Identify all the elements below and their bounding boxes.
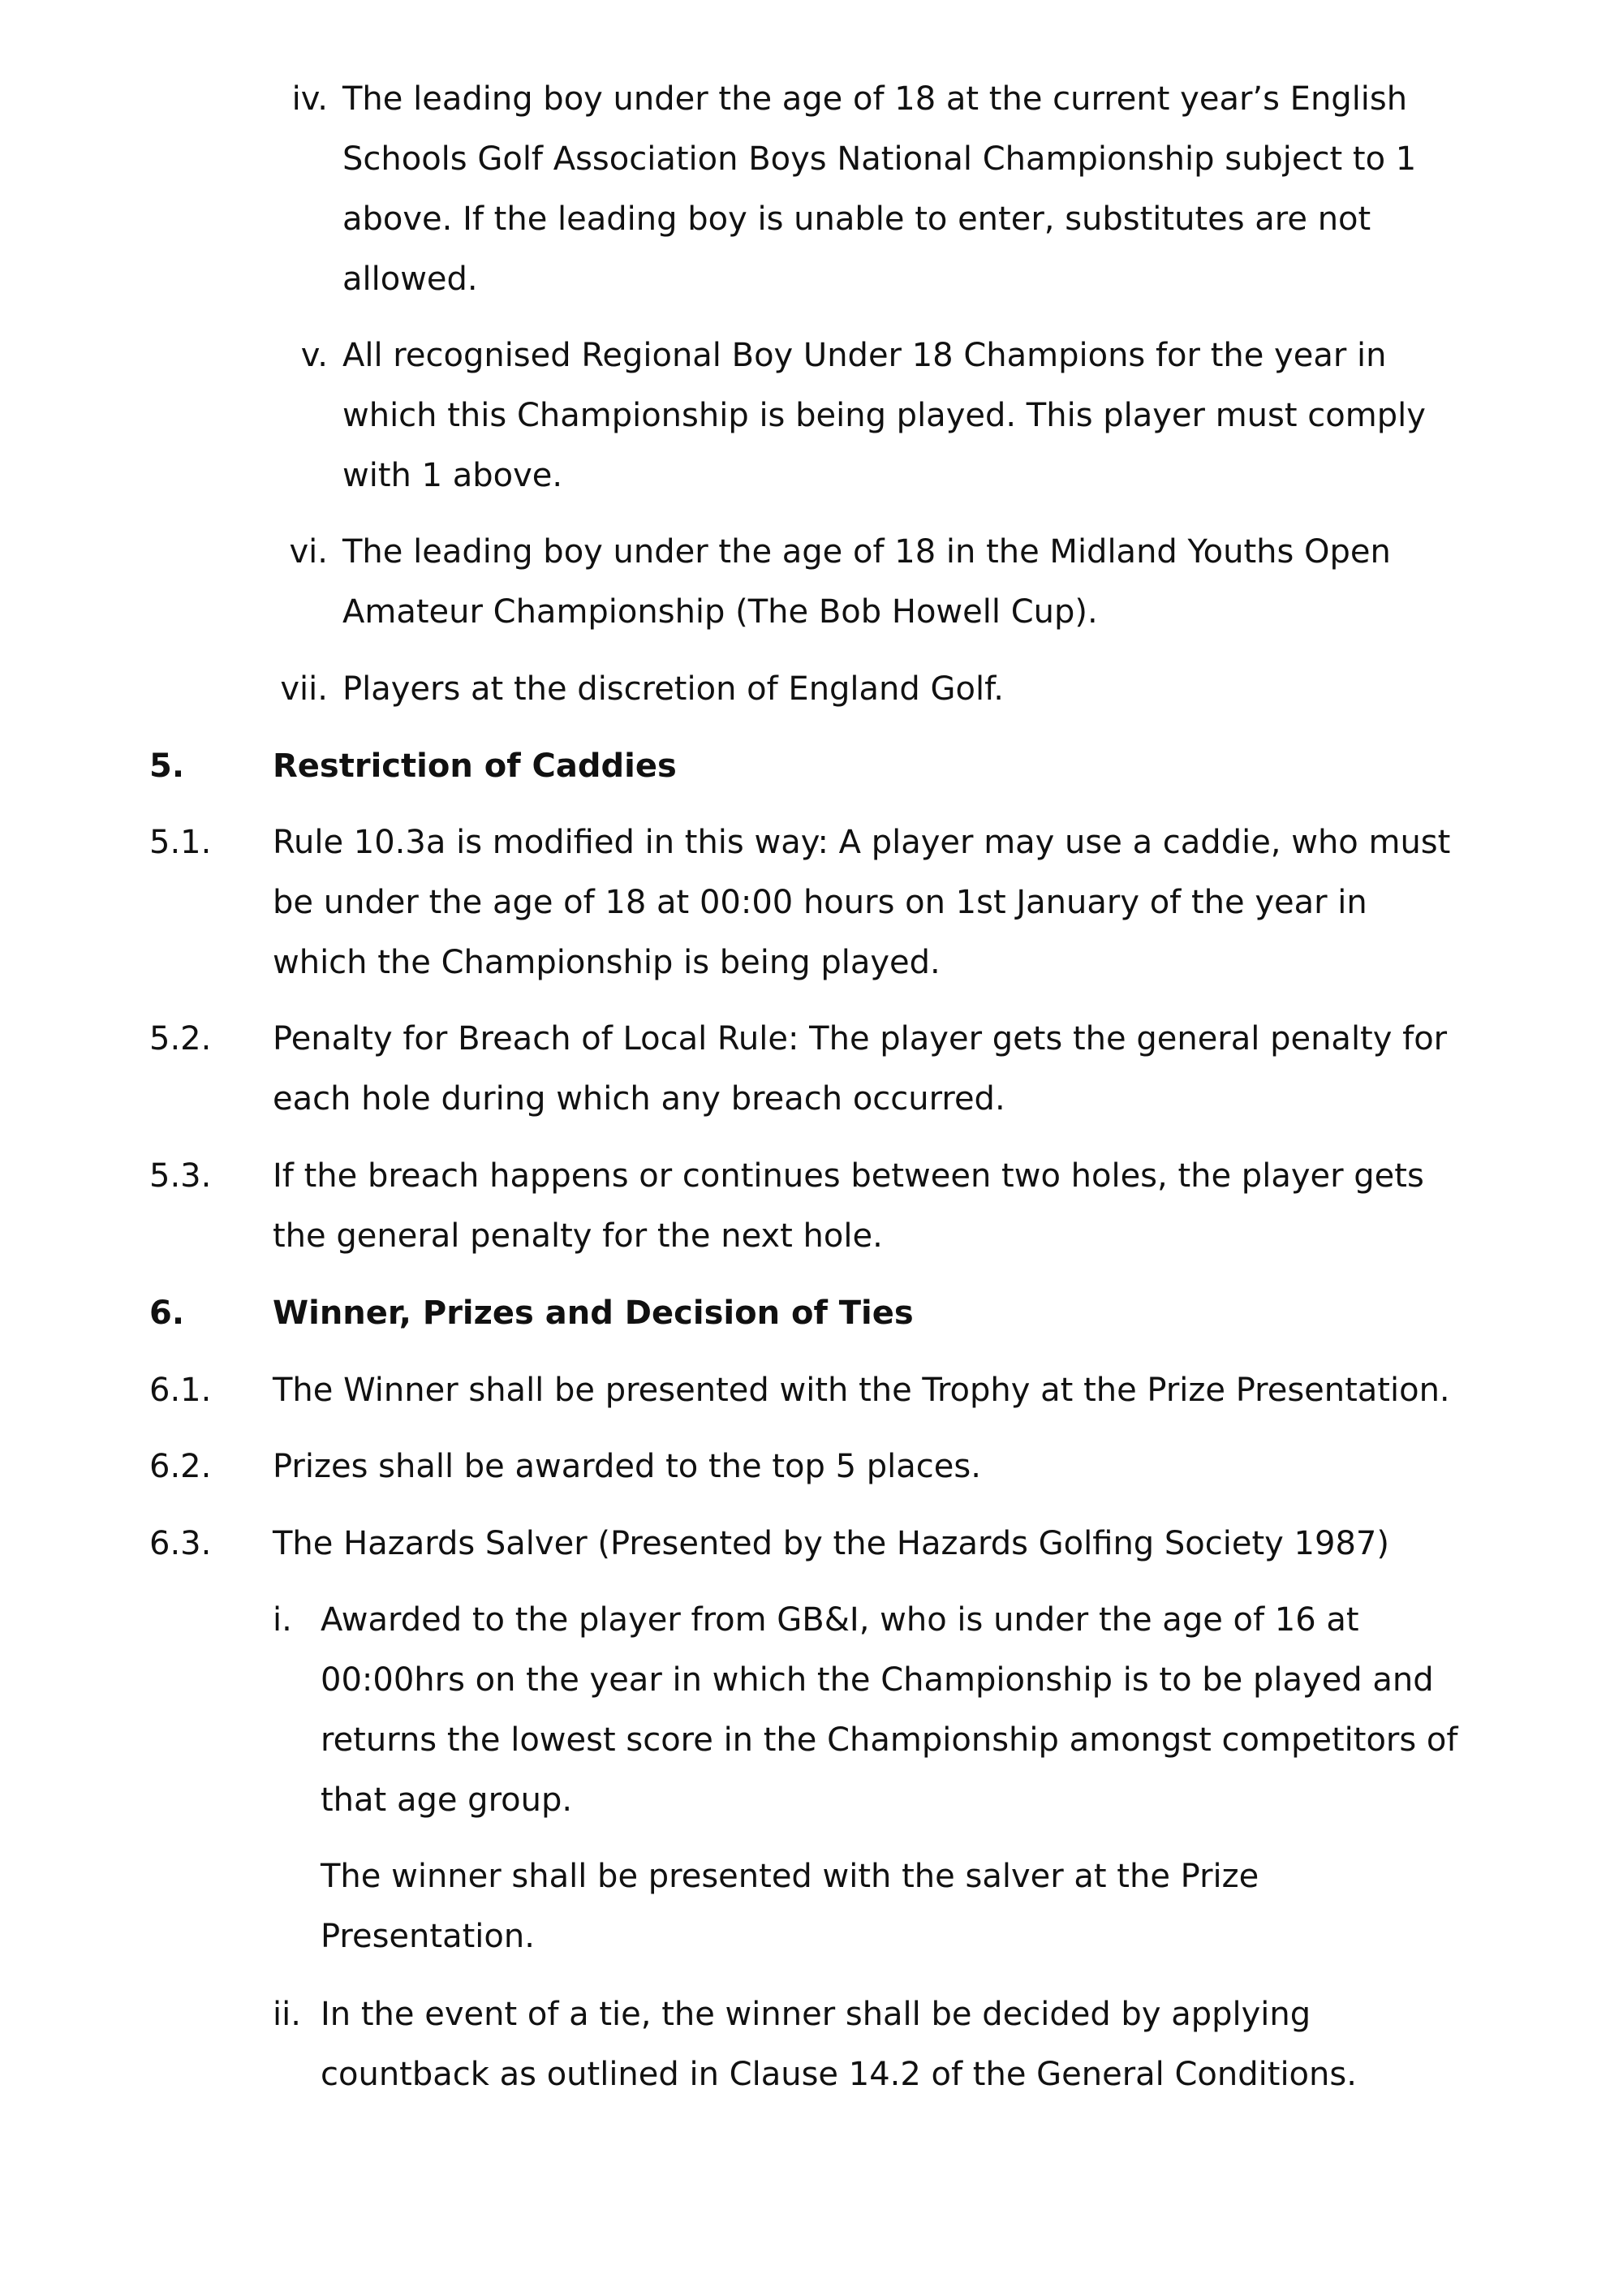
text-line: The winner shall be presented with the salver at the Prize: [321, 1858, 1259, 1895]
list-marker: vi.: [289, 533, 328, 571]
clause-text: [273, 1009, 1447, 1129]
clause-number: 5.1.: [149, 824, 212, 861]
list-item: [321, 1984, 1357, 2104]
text-line: Players at the discretion of England Golf.: [342, 670, 1004, 708]
clause-text: [273, 1146, 1424, 1266]
list-item: [342, 659, 1004, 719]
section-heading: Winner, Prizes and Decision of Ties: [273, 1294, 914, 1332]
list-item: [342, 69, 1416, 309]
section-number: 6.: [149, 1294, 185, 1332]
text-line: with 1 above.: [342, 457, 563, 494]
list-item-note: [321, 1846, 1259, 1966]
text-line: In the event of a tie, the winner shall be decided by applying: [321, 1996, 1311, 2033]
text-line: Schools Golf Association Boys National Championship subject to 1: [342, 140, 1417, 178]
text-line: Rule 10.3a is modified in this way: A player may use a caddie, who must: [273, 824, 1451, 861]
text-line: Penalty for Breach of Local Rule: The player gets the general penalty for: [273, 1020, 1448, 1058]
text-line: which the Championship is being played.: [273, 944, 941, 981]
clause-number: 5.3.: [149, 1157, 212, 1195]
section-number: 5.: [149, 747, 185, 785]
list-marker: iv.: [291, 80, 328, 118]
text-line: The leading boy under the age of 18 at the current year’s English: [342, 80, 1408, 118]
text-line: Awarded to the player from GB&I, who is under the age of 16 at: [321, 1601, 1359, 1639]
clause-text: The Hazards Salver (Presented by the Hazards Golfing Society 1987): [273, 1525, 1389, 1562]
section-heading: Restriction of Caddies: [273, 747, 677, 785]
clause-text: The Winner shall be presented with the Trophy at the Prize Presentation.: [273, 1372, 1450, 1409]
text-line: countback as outlined in Clause 14.2 of the General Conditions.: [321, 2056, 1357, 2093]
text-line: be under the age of 18 at 00:00 hours on 1st January of the year in: [273, 884, 1367, 921]
list-item: [321, 1590, 1457, 1830]
text-line: returns the lowest score in the Championship amongst competitors of: [321, 1721, 1458, 1759]
list-marker: i.: [273, 1601, 292, 1639]
text-line: that age group.: [321, 1781, 573, 1819]
list-marker: vii.: [280, 670, 328, 708]
text-line: The leading boy under the age of 18 in the Midland Youths Open: [342, 533, 1391, 571]
text-line: the general penalty for the next hole.: [273, 1217, 883, 1255]
text-line: which this Championship is being played. This player must comply: [342, 397, 1426, 434]
text-line: 00:00hrs on the year in which the Championship is to be played and: [321, 1661, 1434, 1699]
list-item: [342, 325, 1426, 506]
text-line: Amateur Championship (The Bob Howell Cup).: [342, 593, 1098, 631]
text-line: If the breach happens or continues between two holes, the player gets: [273, 1157, 1424, 1195]
text-line: Presentation.: [321, 1918, 535, 1955]
list-marker: v.: [300, 337, 328, 374]
clause-number: 5.2.: [149, 1020, 212, 1058]
text-line: allowed.: [342, 261, 478, 298]
clause-text: [273, 812, 1450, 993]
list-item: [342, 522, 1391, 642]
clause-number: 6.2.: [149, 1448, 212, 1485]
text-line: each hole during which any breach occurred.: [273, 1080, 1005, 1118]
clause-number: 6.3.: [149, 1525, 212, 1562]
text-line: All recognised Regional Boy Under 18 Champions for the year in: [342, 337, 1387, 374]
list-marker: ii.: [273, 1996, 301, 2033]
text-line: above. If the leading boy is unable to enter, substitutes are not: [342, 200, 1371, 238]
clause-text: Prizes shall be awarded to the top 5 places.: [273, 1448, 981, 1485]
clause-number: 6.1.: [149, 1372, 212, 1409]
